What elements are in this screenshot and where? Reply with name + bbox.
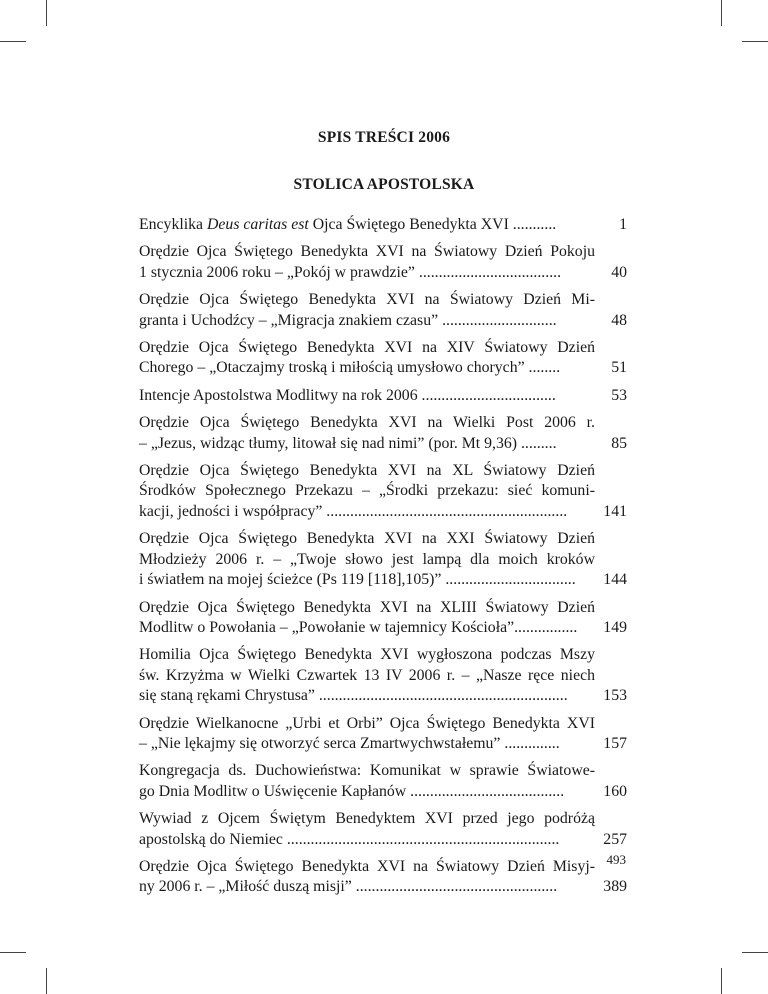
crop-mark-top-right-horizontal xyxy=(742,41,768,42)
toc-entry-line: Orędzie Ojca Świętego Benedykta XVI na XXI Światowy Dzień xyxy=(139,530,595,548)
toc-entry-line: Chorego – „Otaczajmy troską i miłością umysłowo chorych” ........ xyxy=(139,359,561,377)
folio-page-number: 493 xyxy=(606,852,626,867)
crop-mark-top-right-vertical xyxy=(721,0,722,26)
toc-entry-10[interactable] xyxy=(139,645,627,706)
toc-entry-text xyxy=(139,714,595,755)
toc-entry-line: – „Nie lękajmy się otworzyć serca Zmartwychwstałemu” .............. xyxy=(139,734,560,752)
toc-entry-text xyxy=(139,413,595,454)
toc-entry-12[interactable] xyxy=(139,761,627,802)
page-number: 389 xyxy=(603,878,627,896)
section-heading: STOLICA APOSTOLSKA xyxy=(293,176,475,193)
toc-entry-6[interactable] xyxy=(139,413,627,454)
crop-mark-bottom-right-vertical xyxy=(721,968,722,994)
toc-entry-text xyxy=(139,761,595,802)
toc-entry-text xyxy=(139,529,595,590)
toc-entry-line: Orędzie Ojca Świętego Benedykta XVI na Światowy Dzień Pokoju xyxy=(139,243,595,261)
toc-entry-9[interactable] xyxy=(139,598,627,639)
toc-entry-line: Homilia Ojca Świętego Benedykta XVI wygłoszona podczas Mszy xyxy=(139,646,595,664)
toc-entry-11[interactable] xyxy=(139,714,627,755)
toc-entry-3[interactable] xyxy=(139,290,627,331)
toc-entry-line: Kongregacja ds. Duchowieństwa: Komunikat w sprawie Światowe- xyxy=(139,762,595,780)
page-number: 257 xyxy=(603,830,627,848)
crop-mark-bottom-right-horizontal xyxy=(742,952,768,953)
toc-entry-8[interactable] xyxy=(139,529,627,590)
toc-entry-line: kacji, jedności i współpracy” ............................................................. xyxy=(139,502,568,520)
page-number: 1 xyxy=(619,216,627,233)
toc-entry-line: Intencje Apostolstwa Modlitwy na rok 2006 .................................. xyxy=(139,386,556,404)
toc-entry-line: Orędzie Ojca Świętego Benedykta XVI na XL Światowy Dzień xyxy=(139,462,595,480)
page-number: 157 xyxy=(603,734,627,752)
table-of-contents xyxy=(139,215,627,905)
toc-entry-line: Orędzie Ojca Świętego Benedykta XVI na Światowy Dzień Mi- xyxy=(139,291,595,309)
toc-entry-line: Orędzie Ojca Świętego Benedykta XVI na XLIII Światowy Dzień xyxy=(139,598,595,616)
toc-entry-text xyxy=(139,338,595,379)
crop-mark-top-left-vertical xyxy=(46,0,47,26)
toc-entry-13[interactable] xyxy=(139,809,627,850)
toc-entry-text xyxy=(139,290,595,331)
page-title: SPIS TREŚCI 2006 xyxy=(317,129,451,146)
toc-entry-line: Orędzie Ojca Świętego Benedykta XVI na Wielki Post 2006 r. xyxy=(139,414,595,432)
crop-mark-bottom-left-horizontal xyxy=(0,952,26,953)
page-number: 141 xyxy=(603,502,627,520)
toc-entry-text xyxy=(139,645,595,706)
toc-entry-2[interactable] xyxy=(139,242,627,283)
toc-entry-text xyxy=(139,242,595,283)
toc-entry-line: 1 stycznia 2006 roku – „Pokój w prawdzie” .................................... xyxy=(139,263,562,281)
toc-entry-1[interactable] xyxy=(139,215,627,235)
toc-entry-line: i światłem na mojej ścieżce (Ps 119 [118],105)” ................................. xyxy=(139,571,576,589)
page-number: 48 xyxy=(611,311,627,329)
toc-entry-7[interactable] xyxy=(139,461,627,522)
page-number: 53 xyxy=(611,386,627,404)
page-number: 40 xyxy=(611,263,627,281)
toc-entry-line: Modlitw o Powołania – „Powołanie w tajemnicy Kościoła”................ xyxy=(139,618,578,636)
encyclical-title: Deus caritas est xyxy=(207,216,309,233)
toc-entry-line: Wywiad z Ojcem Świętym Benedyktem XVI przed jego podróżą xyxy=(139,810,595,828)
toc-entry-line: ny 2006 r. – „Miłość duszą misji” ................................................... xyxy=(139,878,558,896)
toc-entry-text xyxy=(139,857,595,898)
page-number: 160 xyxy=(603,782,627,800)
page-number: 85 xyxy=(611,434,627,452)
toc-entry-line: go Dnia Modlitw o Uświęcenie Kapłanów ....................................... xyxy=(139,782,565,800)
toc-entry-text xyxy=(139,386,595,406)
crop-mark-bottom-left-vertical xyxy=(46,968,47,994)
toc-entry-line: Orędzie Ojca Świętego Benedykta XVI na XIV Światowy Dzień xyxy=(139,339,595,357)
toc-entry-text xyxy=(139,461,595,522)
toc-entry-line: Orędzie Ojca Świętego Benedykta XVI na Światowy Dzień Misyj- xyxy=(139,857,595,875)
toc-entry-line: się staną rękami Chrystusa” ............................................................... xyxy=(139,687,568,705)
page-number: 149 xyxy=(603,618,627,636)
toc-entry-line: św. Krzyżma w Wielki Czwartek 13 IV 2006 r. – „Nasze ręce niech xyxy=(139,666,595,684)
toc-entry-line: Młodzieży 2006 r. – „Twoje słowo jest lampą dla moich kroków xyxy=(139,550,595,568)
toc-entry-line: granta i Uchodźcy – „Migracja znakiem czasu” ............................. xyxy=(139,311,557,329)
toc-entry-line: Środków Społecznego Przekazu – „Środki przekazu: sieć komuni- xyxy=(139,482,595,500)
toc-entry-4[interactable] xyxy=(139,338,627,379)
toc-entries xyxy=(139,242,627,897)
toc-entry-line: – „Jezus, widząc tłumy, litował się nad nimi” (por. Mt 9,36) ......... xyxy=(139,434,557,452)
toc-entry-text xyxy=(139,809,595,850)
page-number: 144 xyxy=(603,571,627,589)
toc-entry-line: apostolską do Niemiec ..................................................................... xyxy=(139,830,560,848)
toc-entry-text: Encyklika Deus caritas est Ojca Świętego Benedykta XVI ........... xyxy=(139,216,557,233)
crop-mark-top-left-horizontal xyxy=(0,41,26,42)
toc-entry-5[interactable] xyxy=(139,386,627,406)
page-number: 153 xyxy=(603,687,627,705)
toc-entry-line: Orędzie Wielkanocne „Urbi et Orbi” Ojca Świętego Benedykta XVI xyxy=(139,714,595,732)
toc-entry-14[interactable] xyxy=(139,857,627,898)
toc-entry-text xyxy=(139,598,595,639)
page-number: 51 xyxy=(611,359,627,377)
